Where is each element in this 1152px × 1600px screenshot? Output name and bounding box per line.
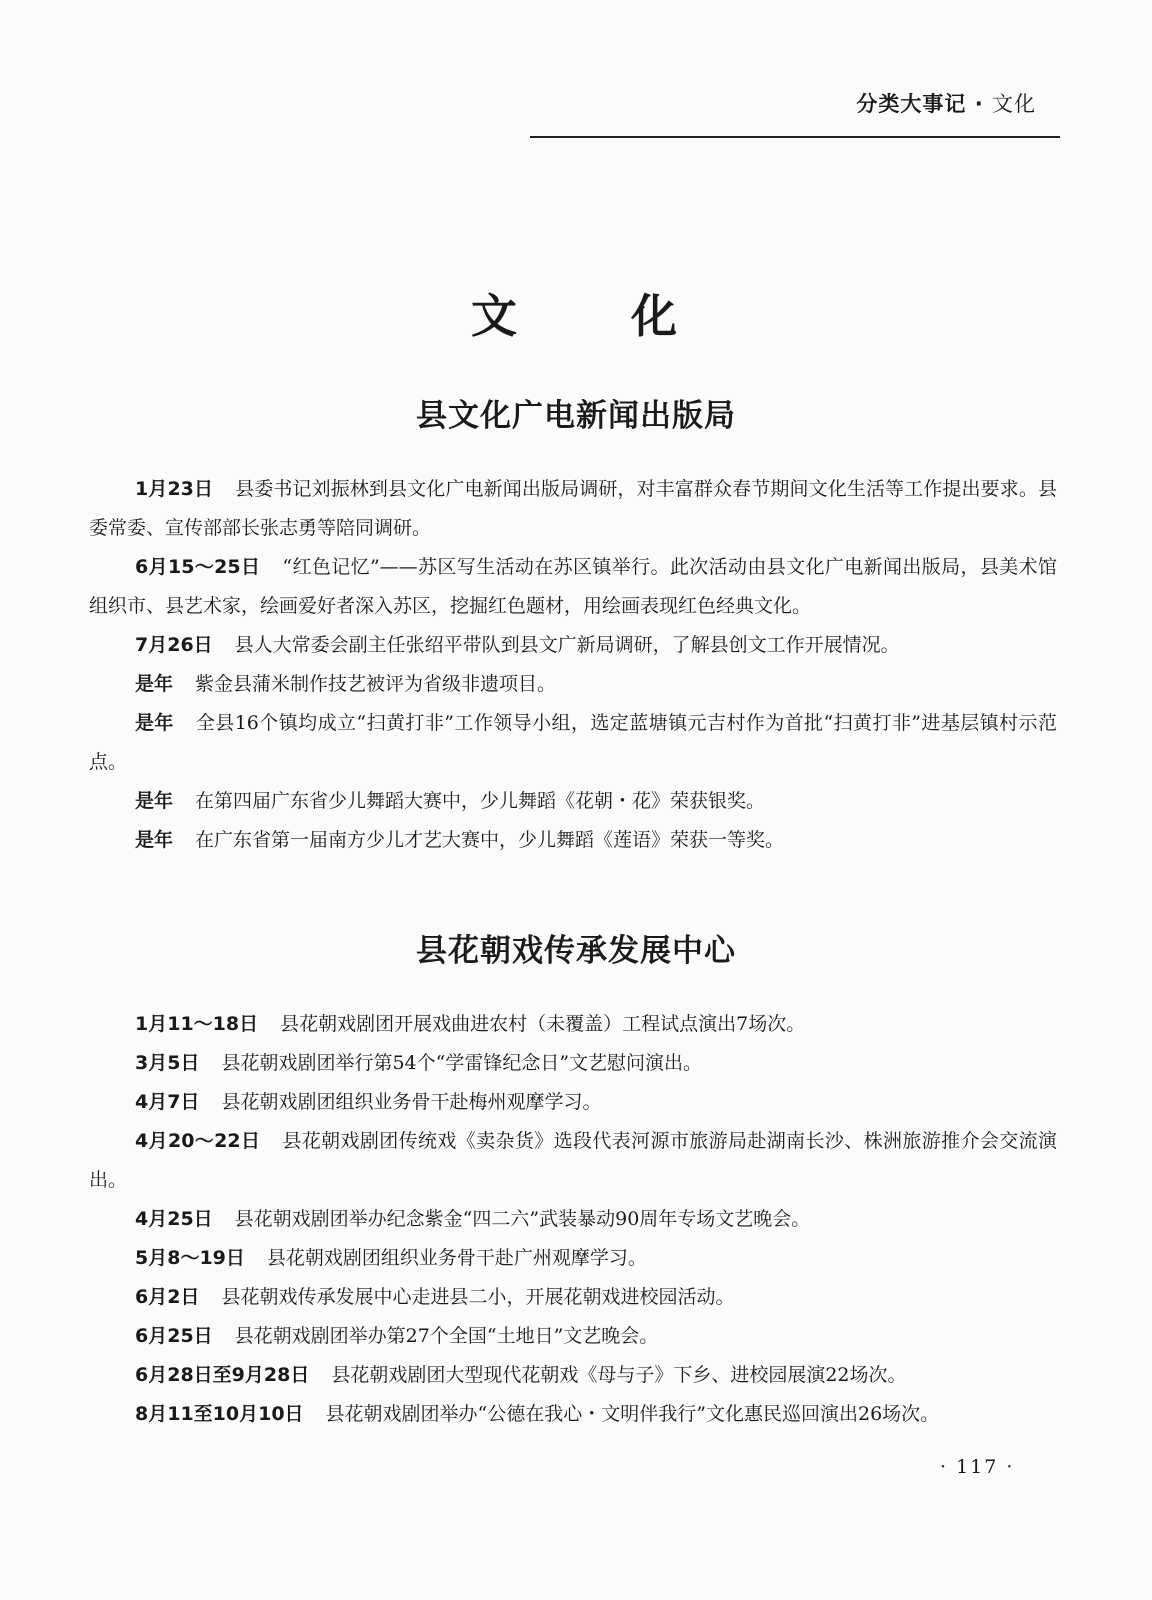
entry	[89, 665, 1057, 704]
chapter-title	[0, 280, 1152, 346]
entry-text: 县花朝戏剧团大型现代花朝戏《母与子》下乡、进校园展演22场次。	[331, 1364, 907, 1386]
entry-text: 县花朝戏剧团组织业务骨干赴梅州观摩学习。	[221, 1091, 602, 1113]
entry-date: 7月26日	[135, 634, 213, 656]
entry	[89, 1200, 1057, 1239]
entry-date: 是年	[135, 712, 174, 734]
entry	[89, 1278, 1057, 1317]
entry-date: 1月11～18日	[135, 1013, 259, 1035]
entry-date: 3月5日	[135, 1052, 200, 1074]
header-rule	[530, 136, 1060, 138]
entry	[89, 1083, 1057, 1122]
entry-text: 县人大常委会副主任张绍平带队到县文广新局调研，了解县创文工作开展情况。	[234, 634, 900, 656]
chapter-title-char-2: 化	[631, 289, 681, 343]
entry-text: “红色记忆”——苏区写生活动在苏区镇举行。此次活动由县文化广电新闻出版局，县美术馆组织市、县艺术家，绘画爱好者深入苏区，挖掘红色题材，用绘画表现红色经典文化。	[89, 556, 1057, 617]
entry	[89, 470, 1057, 548]
entry-date: 4月25日	[135, 1208, 213, 1230]
entry	[89, 1317, 1057, 1356]
entry-text: 县花朝戏剧团组织业务骨干赴广州观摩学习。	[266, 1247, 647, 1269]
entry	[89, 704, 1057, 782]
entry-date: 6月28日至9月28日	[135, 1364, 310, 1386]
entry-text: 全县16个镇均成立“扫黄打非”工作领导小组，选定蓝塘镇元吉村作为首批“扫黄打非”进基层镇村示范点。	[89, 712, 1057, 773]
entry-date: 6月15～25日	[135, 556, 261, 578]
entry-date: 是年	[135, 790, 174, 812]
entry-text: 在第四届广东省少儿舞蹈大赛中，少儿舞蹈《花朝・花》荣获银奖。	[195, 790, 766, 812]
entry-date: 8月11至10月10日	[135, 1403, 304, 1425]
header-category: 分类大事记	[856, 92, 967, 116]
entry	[89, 1122, 1057, 1200]
entry-date: 是年	[135, 829, 174, 851]
section-entries-bureau	[89, 470, 1057, 860]
entry-date: 1月23日	[135, 478, 214, 500]
entry-text: 县花朝戏传承发展中心走进县二小，开展花朝戏进校园活动。	[221, 1286, 735, 1308]
entry-date: 是年	[135, 673, 174, 695]
entry-text: 县花朝戏剧团举办纪念紫金“四二六”武装暴动90周年专场文艺晚会。	[234, 1208, 811, 1230]
entry	[89, 1005, 1057, 1044]
section-title-bureau: 县文化广电新闻出版局	[416, 398, 736, 434]
entry	[89, 548, 1057, 626]
entry-date: 6月2日	[135, 1286, 200, 1308]
section-title-opera-center: 县花朝戏传承发展中心	[416, 933, 736, 969]
entry-text: 县花朝戏剧团举行第54个“学雷锋纪念日”文艺慰问演出。	[221, 1052, 703, 1074]
header-separator: ·	[974, 92, 984, 116]
entry	[89, 1239, 1057, 1278]
entry	[89, 782, 1057, 821]
entry	[89, 1356, 1057, 1395]
entry-text: 县委书记刘振林到县文化广电新闻出版局调研，对丰富群众春节期间文化生活等工作提出要求。县委常委、宣传部部长张志勇等陪同调研。	[89, 478, 1057, 539]
entry	[89, 1044, 1057, 1083]
page-number: · 117 ·	[940, 1456, 1015, 1478]
chapter-title-char-1: 文	[471, 289, 521, 343]
section-entries-opera-center	[89, 1005, 1057, 1434]
entry-date: 6月25日	[135, 1325, 213, 1347]
entry-text: 县花朝戏剧团开展戏曲进农村（未覆盖）工程试点演出7场次。	[280, 1013, 806, 1035]
entry-date: 4月20～22日	[135, 1130, 261, 1152]
header-section: 文化	[992, 92, 1036, 116]
running-header	[530, 88, 1060, 118]
entry	[89, 821, 1057, 860]
entry-date: 4月7日	[135, 1091, 200, 1113]
entry-text: 在广东省第一届南方少儿才艺大赛中，少儿舞蹈《莲语》荣获一等奖。	[195, 829, 785, 851]
entry-text: 县花朝戏剧团举办第27个全国“土地日”文艺晚会。	[234, 1325, 659, 1347]
entry-text: 紫金县蒲米制作技艺被评为省级非遗项目。	[195, 673, 557, 695]
entry	[89, 626, 1057, 665]
entry-date: 5月8～19日	[135, 1247, 245, 1269]
entry-text: 县花朝戏剧团举办“公德在我心・文明伴我行”文化惠民巡回演出26场次。	[325, 1403, 940, 1425]
entry-text: 县花朝戏剧团传统戏《卖杂货》选段代表河源市旅游局赴湖南长沙、株洲旅游推介会交流演出。	[89, 1130, 1057, 1191]
entry	[89, 1395, 1057, 1434]
